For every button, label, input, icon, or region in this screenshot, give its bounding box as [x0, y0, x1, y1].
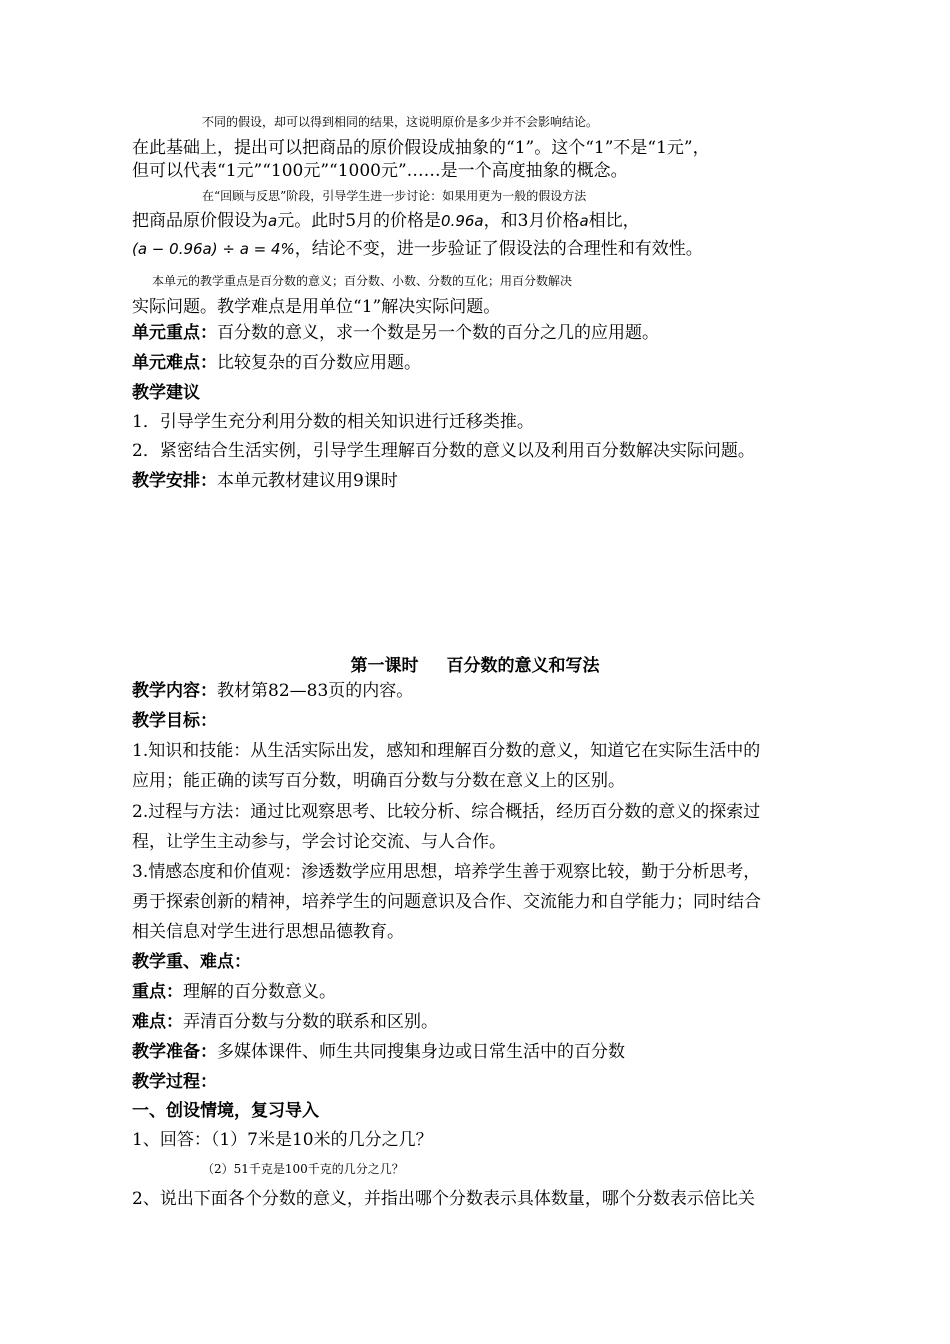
- intro-p2-line2: [132, 211, 822, 231]
- key-point: [132, 982, 822, 1002]
- goal3-line1: 3.情感态度和价值观：渗透数学应用思想，培养学生善于观察比较，勤于分析思考，: [132, 862, 761, 882]
- intro-p1-line3: 但可以代表“1元”“100元”“1000元”……是一个高度抽象的概念。: [132, 161, 628, 181]
- suggestion-heading: 教学建议: [132, 383, 200, 403]
- intro-p2-line3: [132, 239, 822, 259]
- unit-focus: [132, 323, 822, 343]
- hard-point-text: 弄清百分数与分数的联系和区别。: [183, 1012, 438, 1032]
- intro-p2-text-c: ，和3月价格: [483, 211, 580, 231]
- unit-difficulty-text: 比较复杂的百分数应用题。: [217, 353, 421, 373]
- unit-focus-label: 单元重点：: [132, 323, 217, 343]
- hard-point: [132, 1012, 822, 1032]
- goal2-line1: 2.过程与方法：通过比观察思考、比较分析、综合概括，经历百分数的意义的探索过: [132, 802, 761, 822]
- hard-point-label: 难点：: [132, 1012, 183, 1032]
- teaching-prep: [132, 1042, 822, 1062]
- key-difficulty-heading: 教学重、难点：: [132, 952, 251, 972]
- teaching-prep-text: 多媒体课件、师生共同搜集身边或日常生活中的百分数: [217, 1042, 625, 1062]
- goal1-line1: 1.知识和技能：从生活实际出发，感知和理解百分数的意义，知道它在实际生活中的: [132, 741, 761, 761]
- teaching-prep-label: 教学准备：: [132, 1042, 217, 1062]
- math-var-a: a: [268, 212, 278, 230]
- intro-p1-line2: 在此基础上，提出可以把商品的原价假设成抽象的“1”。这个“1”不是“1元”，: [132, 138, 710, 158]
- intro-p3-line1: 本单元的教学重点是百分数的意义；百分数、小数、分数的互化；用百分数解决: [152, 274, 573, 288]
- intro-p2-text-b: 元。此时5月的价格是: [277, 211, 442, 231]
- math-expr-may-price: 0.96a: [441, 212, 484, 230]
- teaching-content: [132, 681, 822, 701]
- math-formula: (a − 0.96a) ÷ a = 4%: [132, 240, 295, 258]
- unit-focus-text: 百分数的意义，求一个数是另一个数的百分之几的应用题。: [217, 323, 659, 343]
- intro-p2-text-d: 相比，: [588, 211, 640, 231]
- section1-heading: 一、创设情境，复习导入: [132, 1101, 319, 1121]
- goals-heading: 教学目标：: [132, 711, 217, 731]
- question-2: 2、说出下面各个分数的意义，并指出哪个分数表示具体数量，哪个分数表示倍比关: [132, 1189, 755, 1209]
- arrangement: [132, 471, 822, 491]
- intro-p1-line1: 不同的假设，却可以得到相同的结果，这说明原价是多少并不会影响结论。: [202, 115, 599, 129]
- intro-p2-text-a: 把商品原价假设为: [132, 211, 268, 231]
- unit-difficulty-label: 单元难点：: [132, 353, 217, 373]
- suggestion-1: 1．引导学生充分利用分数的相关知识进行迁移类推。: [132, 412, 534, 432]
- question-1: 1、回答：（1）7米是10米的几分之几？: [132, 1130, 433, 1150]
- goal3-line2: 勇于探索创新的精神，培养学生的问题意识及合作、交流能力和自学能力；同时结合: [132, 892, 761, 912]
- goal3-line3: 相关信息对学生进行思想品德教育。: [132, 922, 404, 942]
- teaching-content-label: 教学内容：: [132, 681, 217, 701]
- question-1b: （2）51千克是100千克的几分之几？: [202, 1162, 404, 1176]
- arrangement-label: 教学安排：: [132, 471, 217, 491]
- arrangement-text: 本单元教材建议用9课时: [217, 471, 398, 491]
- lesson-title-name: 百分数的意义和写法: [446, 656, 600, 676]
- lesson-title: [0, 651, 950, 676]
- teaching-content-text: 教材第82—83页的内容。: [217, 681, 414, 701]
- goal1-line2: 应用；能正确的读写百分数，明确百分数与分数在意义上的区别。: [132, 771, 625, 791]
- intro-p2-line1: 在“回顾与反思”阶段，引导学生进一步讨论：如果用更为一般的假设方法: [202, 189, 587, 203]
- intro-p2-text-e: ，结论不变，进一步验证了假设法的合理性和有效性。: [294, 239, 703, 259]
- key-point-text: 理解的百分数意义。: [183, 982, 336, 1002]
- process-heading: 教学过程：: [132, 1072, 217, 1092]
- goal2-line2: 程，让学生主动参与，学会讨论交流、与人合作。: [132, 832, 506, 852]
- math-var-a-2: a: [579, 212, 589, 230]
- intro-p3-line2: 实际问题。教学难点是用单位“1”解决实际问题。: [132, 297, 501, 317]
- lesson-title-number: 第一课时: [350, 656, 419, 676]
- suggestion-2: 2．紧密结合生活实例，引导学生理解百分数的意义以及利用百分数解决实际问题。: [132, 441, 755, 461]
- key-point-label: 重点：: [132, 982, 183, 1002]
- unit-difficulty: [132, 353, 822, 373]
